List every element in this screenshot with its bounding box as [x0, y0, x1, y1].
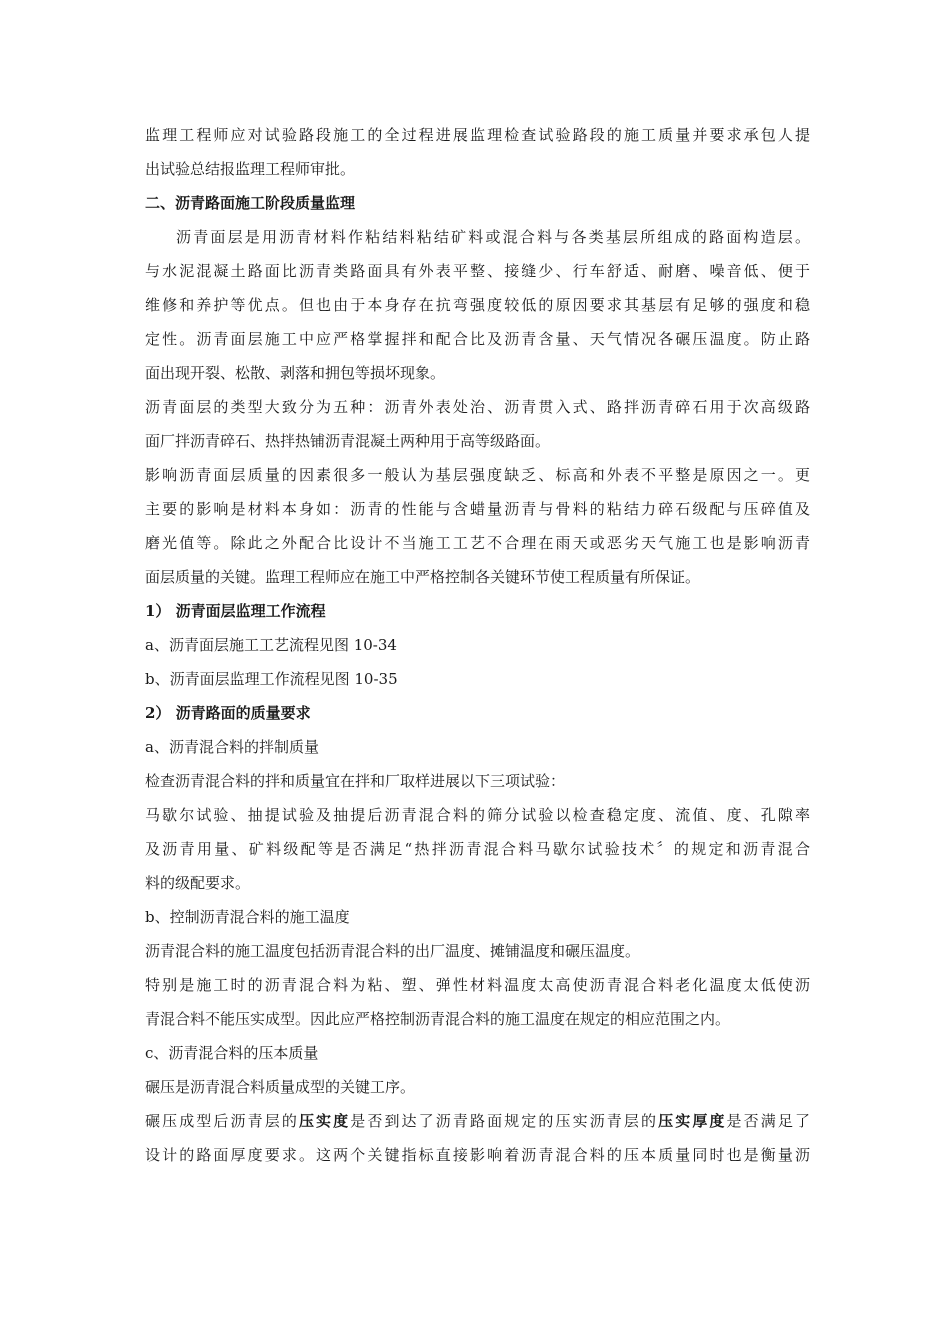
paragraph-line: 沥青混合料的施工温度包括沥青混合料的出厂温度、摊铺温度和碾压温度。: [145, 942, 641, 960]
paragraph-line: 碾压是沥青混合料质量成型的关键工序。: [145, 1078, 416, 1096]
paragraph-line: 特别是施工时的沥青混合料为粘、塑、弹性材料温度太高使沥青混合料老化温度太低使沥: [145, 976, 810, 994]
paragraph-line: 面出现开裂、松散、剥落和拥包等损坏现象。: [145, 364, 446, 382]
list-item: a、沥青混合料的拌制质量: [145, 738, 319, 756]
list-item: b、控制沥青混合料的施工温度: [145, 908, 350, 926]
paragraph-line: 出试验总结报监理工程师审批。: [145, 160, 356, 178]
paragraph-line: 面层质量的关键。监理工程师应在施工中严格控制各关键环节使工程质量有所保证。: [145, 568, 701, 586]
list-item: a、沥青面层施工工艺流程见图 10-34: [145, 636, 397, 654]
subsection-heading: 1） 沥青面层监理工作流程: [145, 602, 326, 620]
document-body: [145, 118, 810, 1172]
paragraph-line: 沥青面层的类型大致分为五种：沥青外表处治、沥青贯入式、路拌沥青碎石用于次高级路: [145, 398, 810, 416]
emphasis-compaction: 压实度: [298, 1112, 351, 1130]
paragraph-line: 面厂拌沥青碎石、热拌热铺沥青混凝土两种用于高等级路面。: [145, 432, 551, 450]
section-heading: 二、沥青路面施工阶段质量监理: [145, 194, 356, 212]
paragraph-line: 马歇尔试验、抽提试验及抽提后沥青混合料的筛分试验以检查稳定度、流值、度、孔隙率: [145, 806, 810, 824]
paragraph-line: 及沥青用量、矿料级配等是否满足“热拌沥青混合料马歇尔试验技术〞的规定和沥青混合: [145, 840, 810, 858]
text-run: 是否满足了: [726, 1112, 810, 1130]
paragraph-line: 影响沥青面层质量的因素很多一般认为基层强度缺乏、标高和外表不平整是原因之一。更: [145, 466, 810, 484]
paragraph-line: 监理工程师应对试验路段施工的全过程进展监理检查试验路段的施工质量并要求承包人提: [145, 126, 810, 144]
emphasis-compacted-thickness: 压实厚度: [658, 1112, 727, 1130]
paragraph-line-with-emphasis: [145, 1104, 810, 1138]
text-run: 碾压成型后沥青层的: [145, 1112, 299, 1130]
paragraph-line: 设计的路面厚度要求。这两个关键指标直接影响着沥青混合料的压本质量同时也是衡量沥: [145, 1146, 810, 1164]
paragraph-line: 检查沥青混合料的拌和质量宜在拌和厂取样进展以下三项试验：: [145, 772, 566, 790]
paragraph-line: 料的级配要求。: [145, 874, 251, 892]
paragraph-line: 磨光值等。除此之外配合比设计不当施工工艺不合理在雨天或恶劣天气施工也是影响沥青: [145, 534, 810, 552]
paragraph-line: 维修和养护等优点。但也由于本身存在抗弯强度较低的原因要求其基层有足够的强度和稳: [145, 296, 810, 314]
paragraph-line: 定性。沥青面层施工中应严格掌握拌和配合比及沥青含量、天气情况各碾压温度。防止路: [145, 330, 810, 348]
list-item: c、沥青混合料的压本质量: [145, 1044, 319, 1062]
paragraph-line: 与水泥混凝土路面比沥青类路面具有外表平整、接缝少、行车舒适、耐磨、噪音低、便于: [145, 262, 810, 280]
paragraph-line: 青混合料不能压实成型。因此应严格控制沥青混合料的施工温度在规定的相应范围之内。: [145, 1010, 731, 1028]
list-item: b、沥青面层监理工作流程见图 10-35: [145, 670, 398, 688]
paragraph-line: 主要的影响是材料本身如：沥青的性能与含蜡量沥青与骨料的粘结力碎石级配与压碎值及: [145, 500, 810, 518]
subsection-heading: 2） 沥青路面的质量要求: [145, 704, 311, 722]
text-run: 是否到达了沥青路面规定的压实沥青层的: [350, 1112, 659, 1130]
paragraph-line: 沥青面层是用沥青材料作粘结料粘结矿料或混合料与各类基层所组成的路面构造层。: [176, 228, 810, 246]
